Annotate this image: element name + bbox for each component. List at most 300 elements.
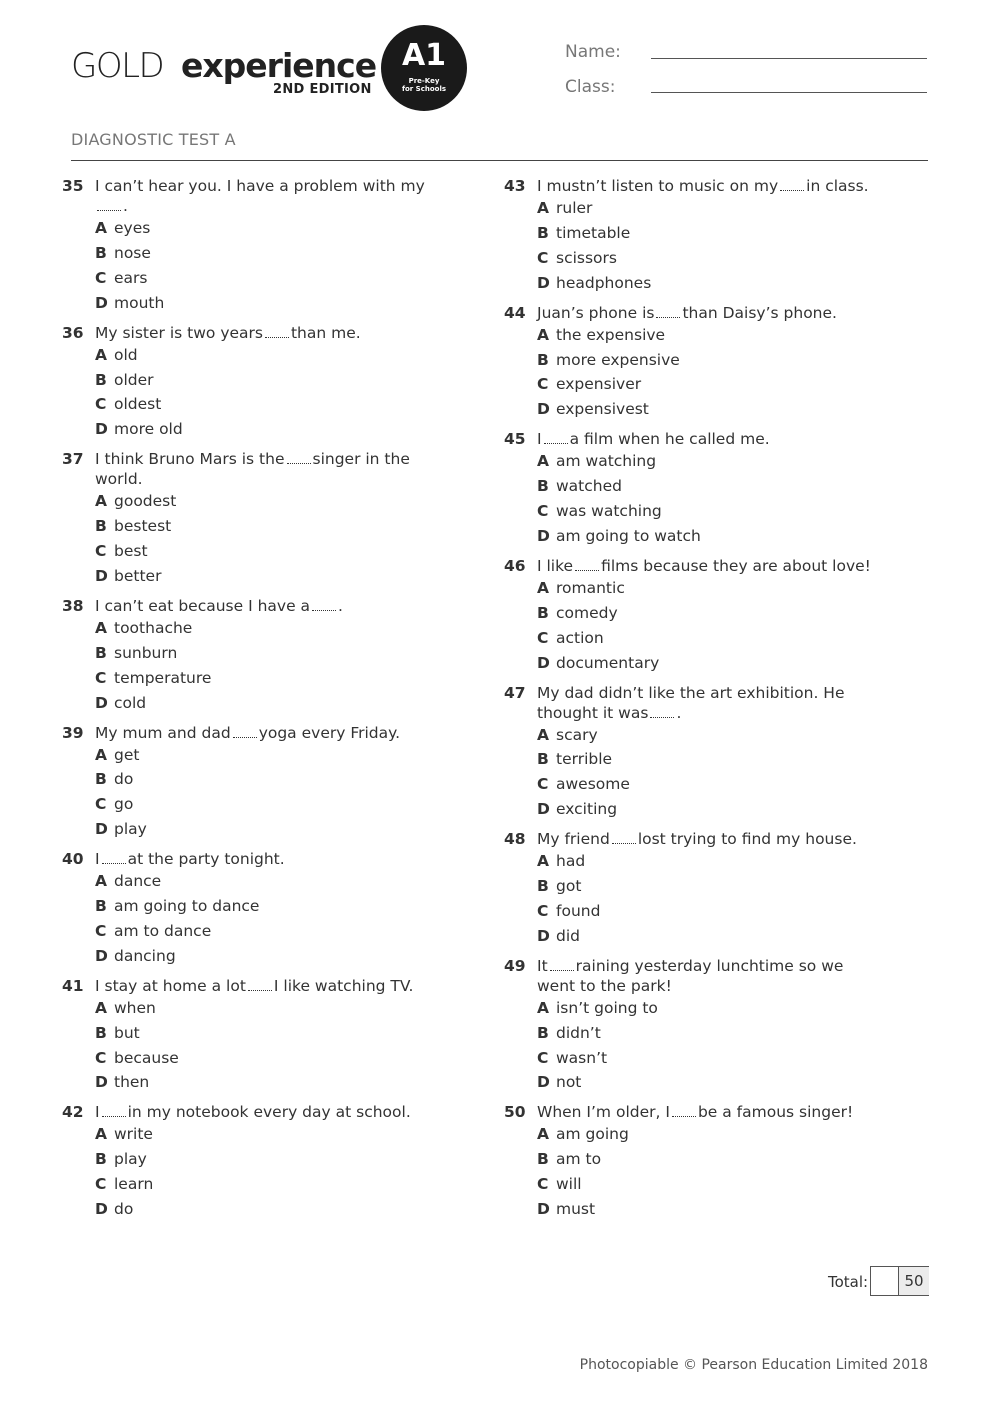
- question-44: [504, 303, 884, 423]
- answer-gap: [265, 325, 289, 338]
- option-c[interactable]: [504, 626, 884, 651]
- option-letter: A: [95, 618, 107, 637]
- option-letter: B: [537, 750, 549, 769]
- option-text: then: [114, 1073, 150, 1092]
- option-text: expensivest: [556, 400, 649, 419]
- option-d[interactable]: [62, 1197, 442, 1222]
- question-text-before: I like: [537, 556, 574, 575]
- question-37: [62, 449, 442, 589]
- option-text: do: [114, 770, 134, 789]
- option-text: toothache: [114, 618, 193, 637]
- question-stem: [62, 976, 442, 996]
- option-letter: A: [95, 872, 107, 891]
- answer-gap: [780, 178, 804, 191]
- option-text: sunburn: [114, 643, 178, 662]
- option-text: eyes: [114, 219, 151, 237]
- option-text: got: [556, 877, 582, 896]
- option-letter: C: [95, 1048, 107, 1067]
- option-b[interactable]: [504, 1147, 884, 1172]
- option-letter: C: [95, 542, 107, 561]
- option-letter: D: [95, 566, 108, 585]
- option-b[interactable]: [62, 1021, 442, 1046]
- option-letter: A: [537, 578, 549, 597]
- option-letter: C: [537, 628, 549, 647]
- answer-gap: [312, 598, 336, 611]
- logo-experience-text: experience: [181, 46, 377, 85]
- question-text-before: I can’t eat because I have a: [95, 596, 311, 615]
- option-a[interactable]: [62, 996, 442, 1021]
- question-47: [504, 683, 884, 823]
- option-text: because: [114, 1048, 179, 1067]
- option-a[interactable]: [62, 616, 442, 641]
- option-text: best: [114, 542, 148, 561]
- option-text: more old: [114, 420, 183, 439]
- option-letter: A: [537, 325, 549, 344]
- test-title: DIAGNOSTIC TEST A: [71, 130, 236, 149]
- total-box: [870, 1266, 929, 1296]
- question-stem: [504, 956, 884, 996]
- option-text: dance: [114, 872, 162, 891]
- option-text: headphones: [556, 273, 652, 292]
- question-stem: [62, 323, 442, 343]
- option-text: am going: [556, 1125, 629, 1144]
- option-text: cold: [114, 693, 147, 712]
- question-number: 47: [504, 683, 526, 702]
- option-text: old: [114, 345, 138, 364]
- option-letter: B: [95, 770, 107, 789]
- option-letter: A: [95, 1125, 107, 1144]
- class-label: Class:: [565, 77, 616, 97]
- option-text: nose: [114, 243, 151, 262]
- question-text-after: lost trying to find my house.: [637, 830, 857, 849]
- option-letter: D: [95, 820, 108, 839]
- option-b[interactable]: [504, 601, 884, 626]
- option-b[interactable]: [504, 348, 884, 373]
- question-number: 49: [504, 956, 526, 975]
- option-c[interactable]: [504, 1046, 884, 1071]
- option-b[interactable]: [504, 1021, 884, 1046]
- option-text: romantic: [556, 578, 625, 597]
- option-letter: C: [537, 502, 549, 521]
- question-stem: [504, 176, 884, 196]
- answer-gap: [575, 558, 599, 571]
- question-text-after: singer in the world.: [95, 450, 410, 489]
- question-number: 43: [504, 177, 526, 195]
- answer-gap: [102, 851, 126, 864]
- option-letter: D: [537, 926, 550, 945]
- question-number: 48: [504, 830, 526, 849]
- option-a[interactable]: [504, 996, 884, 1021]
- question-text-before: I stay at home a lot: [95, 976, 246, 995]
- option-text: timetable: [556, 223, 631, 242]
- question-text-before: I: [95, 1103, 100, 1122]
- questions-column-right: [504, 176, 884, 1229]
- question-stem: [62, 1102, 442, 1122]
- option-letter: A: [537, 725, 549, 744]
- option-d[interactable]: [504, 397, 884, 422]
- option-text: am watching: [556, 452, 657, 471]
- option-c[interactable]: [62, 919, 442, 944]
- option-letter: A: [537, 998, 549, 1017]
- option-c[interactable]: [62, 792, 442, 817]
- question-number: 44: [504, 303, 526, 322]
- logo-gold-text: GOLD: [71, 46, 164, 86]
- question-38: [62, 596, 442, 716]
- option-letter: B: [537, 603, 549, 622]
- question-text-after: in my notebook every day at school.: [127, 1103, 411, 1122]
- logo-edition-text: 2ND EDITION: [273, 82, 372, 97]
- option-letter: D: [95, 693, 108, 712]
- option-c[interactable]: [504, 772, 884, 797]
- option-c[interactable]: [504, 499, 884, 524]
- option-letter: B: [95, 370, 107, 389]
- level-badge: [381, 25, 467, 111]
- question-stem: [62, 849, 442, 869]
- option-letter: D: [537, 1200, 550, 1219]
- option-a[interactable]: [504, 849, 884, 874]
- question-stem: [504, 303, 884, 323]
- question-number: 36: [62, 323, 84, 342]
- option-text: play: [114, 1150, 147, 1169]
- questions-column-left: [62, 176, 442, 1229]
- option-a[interactable]: [504, 323, 884, 348]
- question-text-after: .: [123, 197, 128, 215]
- option-a[interactable]: [504, 723, 884, 748]
- question-stem: [62, 596, 442, 616]
- option-a[interactable]: [62, 1122, 442, 1147]
- question-text-after: be a famous singer!: [697, 1103, 854, 1122]
- option-text: older: [114, 370, 154, 389]
- question-text-before: I: [95, 850, 100, 869]
- option-letter: C: [95, 268, 107, 287]
- question-45: [504, 429, 884, 549]
- option-letter: A: [95, 492, 107, 511]
- option-a[interactable]: [504, 1122, 884, 1147]
- option-a[interactable]: [504, 576, 884, 601]
- option-text: when: [114, 998, 156, 1017]
- option-d[interactable]: [504, 797, 884, 822]
- option-c[interactable]: [504, 372, 884, 397]
- option-letter: B: [537, 477, 549, 496]
- header-divider: [71, 160, 928, 161]
- option-letter: C: [95, 921, 107, 940]
- option-text: learn: [114, 1175, 154, 1194]
- question-46: [504, 556, 884, 676]
- answer-gap: [233, 725, 257, 738]
- option-d[interactable]: [504, 524, 884, 549]
- option-text: isn’t going to: [556, 998, 658, 1017]
- answer-gap: [248, 978, 272, 991]
- option-text: write: [114, 1125, 153, 1144]
- option-letter: B: [537, 1150, 549, 1169]
- option-letter: B: [95, 897, 107, 916]
- option-a[interactable]: [62, 489, 442, 514]
- question-49: [504, 956, 884, 1096]
- option-b[interactable]: [62, 641, 442, 666]
- question-43: [504, 176, 884, 296]
- question-text-after: films because they are about love!: [601, 556, 871, 575]
- option-c[interactable]: [62, 1046, 442, 1071]
- question-number: 38: [62, 596, 84, 615]
- option-a[interactable]: [62, 343, 442, 368]
- option-b[interactable]: [504, 474, 884, 499]
- option-d[interactable]: [62, 817, 442, 842]
- question-text-before: Juan’s phone is: [537, 303, 655, 322]
- option-text: not: [556, 1073, 582, 1092]
- question-stem: [504, 1102, 884, 1122]
- option-text: mouth: [114, 293, 165, 312]
- option-text: bestest: [114, 517, 172, 536]
- option-a[interactable]: [504, 196, 884, 221]
- option-letter: B: [95, 243, 107, 262]
- option-d[interactable]: [62, 417, 442, 442]
- option-letter: B: [537, 223, 549, 242]
- option-a[interactable]: [62, 869, 442, 894]
- answer-gap: [672, 1104, 696, 1117]
- option-text: go: [114, 795, 134, 814]
- answer-gap: [544, 431, 568, 444]
- question-text-after: a film when he called me.: [569, 430, 770, 449]
- option-text: goodest: [114, 492, 177, 511]
- question-number: 39: [62, 723, 84, 742]
- question-48: [504, 829, 884, 949]
- option-c[interactable]: [62, 539, 442, 564]
- question-text-after: than Daisy’s phone.: [682, 303, 837, 322]
- option-d[interactable]: [62, 291, 442, 316]
- option-text: better: [114, 566, 162, 585]
- question-text-before: My mum and dad: [95, 723, 231, 742]
- option-text: play: [114, 820, 147, 839]
- option-text: am to dance: [114, 921, 212, 940]
- option-letter: A: [537, 1125, 549, 1144]
- question-41: [62, 976, 442, 1096]
- option-letter: D: [95, 946, 108, 965]
- option-text: ruler: [556, 199, 593, 217]
- question-text-before: I think Bruno Mars is the: [95, 450, 285, 469]
- option-text: scissors: [556, 248, 617, 267]
- option-letter: A: [95, 345, 107, 364]
- option-text: found: [556, 901, 601, 920]
- option-text: didn’t: [556, 1023, 601, 1042]
- question-stem: [62, 176, 442, 216]
- option-text: expensiver: [556, 375, 642, 394]
- option-text: oldest: [114, 395, 162, 414]
- option-letter: B: [537, 350, 549, 369]
- option-d[interactable]: [504, 651, 884, 676]
- total-score-field[interactable]: [871, 1267, 898, 1295]
- option-d[interactable]: [62, 564, 442, 589]
- question-text-before: My sister is two years: [95, 323, 263, 342]
- option-b[interactable]: [504, 221, 884, 246]
- option-letter: C: [95, 395, 107, 414]
- option-letter: D: [537, 653, 550, 672]
- option-b[interactable]: [504, 747, 884, 772]
- option-text: watched: [556, 477, 622, 496]
- option-text: awesome: [556, 775, 630, 794]
- question-number: 46: [504, 556, 526, 575]
- option-text: documentary: [556, 653, 660, 672]
- option-text: but: [114, 1023, 140, 1042]
- question-50: [504, 1102, 884, 1222]
- option-text: ears: [114, 268, 148, 287]
- question-36: [62, 323, 442, 443]
- question-stem: [62, 723, 442, 743]
- question-text-before: My dad didn’t like the art exhibition. He thought it was: [537, 683, 845, 722]
- question-stem: [62, 449, 442, 489]
- question-text-after: .: [676, 703, 682, 722]
- option-d[interactable]: [504, 271, 884, 296]
- option-d[interactable]: [504, 1197, 884, 1222]
- option-letter: D: [95, 1073, 108, 1092]
- option-c[interactable]: [62, 666, 442, 691]
- question-text-before: I mustn’t listen to music on my: [537, 177, 779, 195]
- option-text: am to: [556, 1150, 602, 1169]
- option-letter: D: [95, 420, 108, 439]
- name-label: Name:: [565, 42, 621, 62]
- option-c[interactable]: [504, 1172, 884, 1197]
- option-text: was watching: [556, 502, 662, 521]
- option-d[interactable]: [62, 1070, 442, 1095]
- option-a[interactable]: [62, 743, 442, 768]
- option-letter: C: [537, 375, 549, 394]
- option-letter: C: [95, 668, 107, 687]
- question-text-after: yoga every Friday.: [258, 723, 401, 742]
- answer-gap: [102, 1104, 126, 1117]
- option-text: am going to dance: [114, 897, 260, 916]
- option-text: temperature: [114, 668, 212, 687]
- option-a[interactable]: [62, 216, 442, 241]
- option-text: comedy: [556, 603, 618, 622]
- question-text-before: I can’t hear you. I have a problem with my: [95, 177, 425, 195]
- badge-subtitle-2: for Schools: [401, 85, 447, 93]
- answer-gap: [612, 831, 636, 844]
- answer-gap: [656, 305, 680, 318]
- question-stem: [504, 556, 884, 576]
- option-b[interactable]: [62, 1147, 442, 1172]
- option-c[interactable]: [62, 1172, 442, 1197]
- badge-level: A1: [401, 38, 447, 73]
- option-letter: B: [95, 643, 107, 662]
- option-text: am going to watch: [556, 526, 701, 545]
- option-text: do: [114, 1200, 134, 1219]
- option-text: will: [556, 1175, 582, 1194]
- question-39: [62, 723, 442, 843]
- option-text: get: [114, 745, 140, 764]
- question-text-before: I: [537, 430, 542, 449]
- option-text: must: [556, 1200, 596, 1219]
- option-letter: D: [537, 526, 550, 545]
- option-c[interactable]: [62, 266, 442, 291]
- option-text: the expensive: [556, 325, 666, 344]
- question-number: 37: [62, 450, 84, 469]
- option-text: terrible: [556, 750, 613, 769]
- question-35: [62, 176, 442, 316]
- option-d[interactable]: [504, 1070, 884, 1095]
- option-letter: C: [537, 248, 549, 267]
- question-stem: [504, 683, 884, 723]
- option-letter: D: [537, 400, 550, 419]
- option-b[interactable]: [504, 874, 884, 899]
- answer-gap: [287, 451, 311, 464]
- option-letter: B: [537, 877, 549, 896]
- option-text: more expensive: [556, 350, 680, 369]
- option-c[interactable]: [62, 392, 442, 417]
- question-text-after: in class.: [806, 177, 869, 195]
- badge-subtitle-1: Pre-Key: [408, 77, 440, 85]
- question-text-after: than me.: [290, 323, 361, 342]
- option-letter: B: [537, 1023, 549, 1042]
- option-letter: A: [537, 199, 549, 217]
- question-number: 40: [62, 850, 84, 869]
- option-d[interactable]: [504, 924, 884, 949]
- answer-gap: [650, 705, 674, 718]
- option-a[interactable]: [504, 449, 884, 474]
- option-letter: B: [95, 1150, 107, 1169]
- option-letter: A: [95, 745, 107, 764]
- option-letter: A: [537, 452, 549, 471]
- total-label: Total:: [828, 1273, 869, 1291]
- question-number: 45: [504, 430, 526, 449]
- total-max: 50: [898, 1267, 929, 1295]
- question-number: 42: [62, 1103, 84, 1122]
- question-text-after: I like watching TV.: [273, 976, 414, 995]
- option-b[interactable]: [62, 767, 442, 792]
- option-text: action: [556, 628, 604, 647]
- option-letter: D: [537, 1073, 550, 1092]
- option-letter: C: [537, 1048, 549, 1067]
- question-text-after: at the party tonight.: [127, 850, 285, 869]
- option-text: scary: [556, 725, 598, 744]
- question-number: 35: [62, 177, 84, 195]
- name-field[interactable]: [651, 58, 927, 59]
- question-number: 41: [62, 976, 84, 995]
- question-text-before: When I’m older, I: [537, 1103, 670, 1122]
- option-b[interactable]: [62, 514, 442, 539]
- question-number: 50: [504, 1103, 526, 1122]
- option-letter: C: [95, 795, 107, 814]
- option-letter: D: [537, 800, 550, 819]
- option-text: dancing: [114, 946, 176, 965]
- option-letter: A: [95, 219, 107, 237]
- option-letter: D: [537, 273, 550, 292]
- answer-gap: [550, 958, 574, 971]
- question-42: [62, 1102, 442, 1222]
- option-d[interactable]: [62, 691, 442, 716]
- option-letter: C: [95, 1175, 107, 1194]
- option-text: exciting: [556, 800, 618, 819]
- option-text: had: [556, 852, 586, 871]
- option-letter: D: [95, 1200, 108, 1219]
- option-c[interactable]: [504, 246, 884, 271]
- option-b[interactable]: [62, 894, 442, 919]
- option-c[interactable]: [504, 899, 884, 924]
- question-text-after: .: [338, 596, 343, 615]
- option-letter: A: [95, 998, 107, 1017]
- option-letter: A: [537, 852, 549, 871]
- option-d[interactable]: [62, 944, 442, 969]
- option-letter: D: [95, 293, 108, 312]
- option-b[interactable]: [62, 368, 442, 393]
- option-letter: C: [537, 901, 549, 920]
- question-text-before: My friend: [537, 830, 610, 849]
- option-letter: C: [537, 775, 549, 794]
- option-letter: C: [537, 1175, 549, 1194]
- class-field[interactable]: [651, 92, 927, 93]
- question-text-after: raining yesterday lunchtime so we went to the park!: [537, 956, 844, 995]
- option-b[interactable]: [62, 241, 442, 266]
- question-40: [62, 849, 442, 969]
- option-text: wasn’t: [556, 1048, 608, 1067]
